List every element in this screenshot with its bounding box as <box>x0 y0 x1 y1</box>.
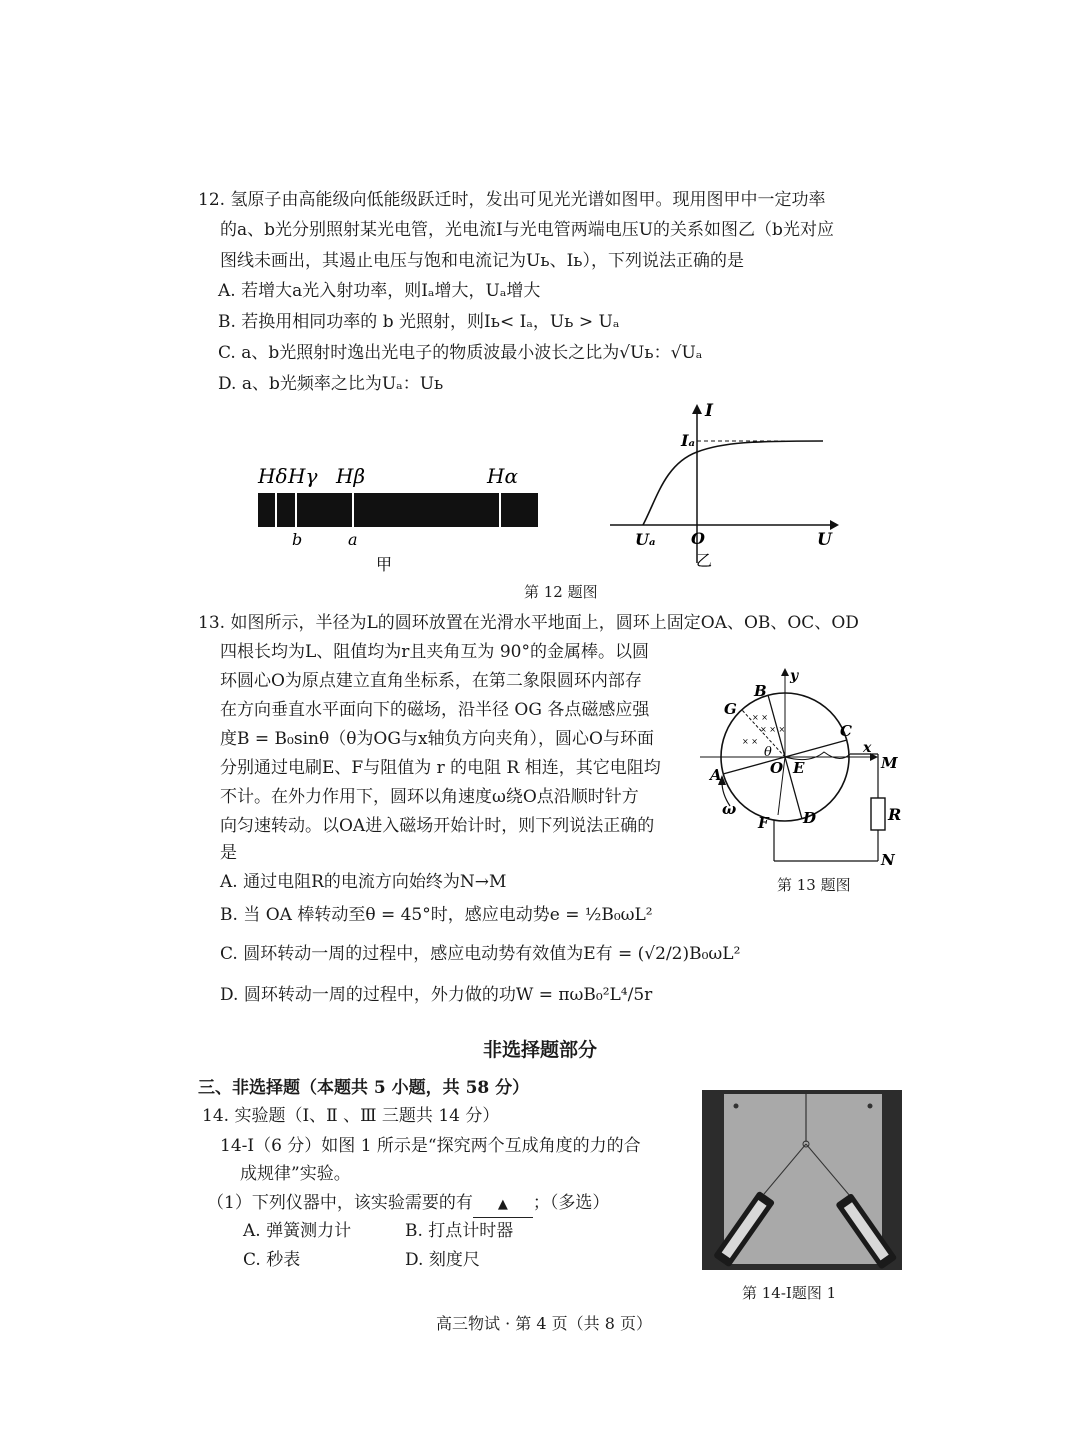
label-omega: ω <box>722 800 737 818</box>
q13-option-a: A. 通过电阻R的电流方向始终为N→M <box>220 872 507 892</box>
part-title: 三、非选择题 <box>198 1078 300 1098</box>
q13-stem-line-2: 四根长均为L、阻值均为r且夹角互为 90°的金属棒。以圆 <box>220 642 649 662</box>
mark-b: b <box>292 530 303 549</box>
q13-stem-line-1: 13. 如图所示，半径为L的圆环放置在光滑水平地面上，圆环上固定OA、OB、OC、OD <box>198 613 859 633</box>
q14-option-b: B. 打点计时器 <box>405 1221 514 1241</box>
q12-figure-yi <box>605 398 845 573</box>
answer-blank[interactable] <box>473 1191 533 1218</box>
label-c: C <box>840 722 852 740</box>
label-theta: θ <box>764 745 772 760</box>
q12-option-a: A. 若增大a光入射功率，则Iₐ增大，Uₐ增大 <box>218 281 541 301</box>
q13-stem-line-9: 是 <box>220 843 237 863</box>
u-axis-arrow <box>830 520 839 530</box>
rod-oc <box>785 740 847 757</box>
q14-option-a: A. 弹簧测力计 <box>243 1221 352 1241</box>
label-u-axis: U <box>817 530 832 550</box>
label-o: O <box>770 759 784 777</box>
pin <box>734 1104 739 1109</box>
label-h-gamma: Hγ <box>288 464 318 488</box>
label-h-delta: Hδ <box>258 464 288 488</box>
label-h-alpha: Hα <box>487 464 518 488</box>
label-d: D <box>803 809 817 827</box>
q13-stem-line-4: 在方向垂直水平面向下的磁场，沿半径 OG 各点磁感应强 <box>220 700 650 720</box>
label-ia: Iₐ <box>681 431 696 450</box>
spectrum-band <box>258 493 538 527</box>
q12-caption: 第 12 题图 <box>524 583 598 601</box>
q14-q1-prefix: （1）下列仪器中，该实验需要的有 <box>207 1193 473 1213</box>
section-heading: 非选择题部分 <box>483 1039 598 1061</box>
label-i-axis: I <box>705 401 713 421</box>
q13-stem-line-3: 环圆心O为原点建立直角坐标系，在第二象限圆环内部存 <box>220 671 642 691</box>
part-note: （本题共 5 小题，共 58 分） <box>300 1078 530 1098</box>
q12-stem-line-2: 的a、b光分别照射某光电管，光电流I与光电管两端电压U的关系如图乙（b光对应 <box>220 220 834 240</box>
figure-jia-label: 甲 <box>376 555 393 574</box>
label-h-beta: Hβ <box>336 464 366 488</box>
q12-option-d: D. a、b光频率之比为Uₐ：Uь <box>218 374 444 394</box>
q13-stem-line-7: 不计。在外力作用下，圆环以角速度ω绕O点沿顺时针方 <box>220 787 639 807</box>
resistor-r <box>871 798 885 830</box>
q14-photo <box>702 1090 902 1270</box>
mark-a: a <box>348 530 358 549</box>
label-m: M <box>881 754 898 772</box>
label-g: G <box>724 700 737 718</box>
q14-caption: 第 14-Ⅰ题图 1 <box>742 1284 837 1302</box>
q13-option-c: C. 圆环转动一周的过程中，感应电动势有效值为E有 = (√2/2)B₀ωL² <box>220 944 741 964</box>
label-r: R <box>888 805 902 824</box>
q12-option-c: C. a、b光照射时逸出光电子的物质波最小波长之比为√Uь：√Uₐ <box>218 343 703 363</box>
q13-stem-line-8: 向匀速转动。以OA进入磁场开始计时，则下列说法正确的 <box>220 816 655 836</box>
q13-stem-line-5: 度B = B₀sinθ（θ为OG与x轴负方向夹角），圆心O与环面 <box>220 729 654 749</box>
label-a: A <box>710 766 722 784</box>
q14-sub-stem-line-1: 14-Ⅰ（6 分）如图 1 所示是“探究两个互成角度的力的合 <box>220 1136 641 1156</box>
label-ua: Uₐ <box>635 530 656 549</box>
figure-yi-label: 乙 <box>696 551 713 570</box>
part-heading <box>198 1076 529 1100</box>
i-axis-arrow <box>692 404 702 414</box>
label-b: B <box>754 682 767 700</box>
q14-q1 <box>207 1191 609 1218</box>
field-mark: × × <box>752 713 768 722</box>
q12-figure-jia <box>250 455 550 585</box>
y-axis-arrow <box>781 668 789 676</box>
q13-option-d: D. 圆环转动一周的过程中，外力做的功W = πωB₀²L⁴/5r <box>220 985 653 1005</box>
label-x: x <box>863 740 872 756</box>
pin <box>868 1104 873 1109</box>
curve-a <box>643 441 823 525</box>
q14-option-c: C. 秒表 <box>243 1250 301 1270</box>
label-e: E <box>793 759 805 777</box>
q12-option-b: B. 若换用相同功率的 b 光照射，则Iь< Iₐ，Uь > Uₐ <box>218 312 620 332</box>
q14-q1-suffix: ；（多选） <box>532 1193 610 1213</box>
label-f: F <box>758 814 769 832</box>
label-origin: O <box>691 529 705 548</box>
blank-marker: ▲ <box>497 1197 508 1212</box>
q12-stem-line-3: 图线未画出，其遏止电压与饱和电流记为Uь、Iь），下列说法正确的是 <box>220 251 745 271</box>
q13-figure <box>700 660 910 875</box>
label-n: N <box>881 851 895 869</box>
q13-option-b: B. 当 OA 棒转动至θ = 45°时，感应电动势e = ½B₀ωL² <box>220 905 653 925</box>
page-footer: 高三物试 · 第 4 页（共 8 页） <box>436 1314 652 1333</box>
q14-option-d: D. 刻度尺 <box>405 1250 480 1270</box>
q13-stem-line-6: 分别通过电刷E、F与阻值为 r 的电阻 R 相连，其它电阻均 <box>220 758 661 778</box>
q14-title: 14. 实验题（Ⅰ、Ⅱ 、Ⅲ 三题共 14 分） <box>202 1106 500 1126</box>
field-mark: × × <box>742 737 758 746</box>
q14-sub-stem-line-2: 成规律”实验。 <box>240 1164 351 1184</box>
field-mark: × × × <box>760 725 786 734</box>
q13-caption: 第 13 题图 <box>777 876 851 894</box>
label-y: y <box>790 668 799 684</box>
q12-stem-line-1: 12. 氢原子由高能级向低能级跃迁时，发出可见光光谱如图甲。现用图甲中一定功率 <box>198 190 826 210</box>
